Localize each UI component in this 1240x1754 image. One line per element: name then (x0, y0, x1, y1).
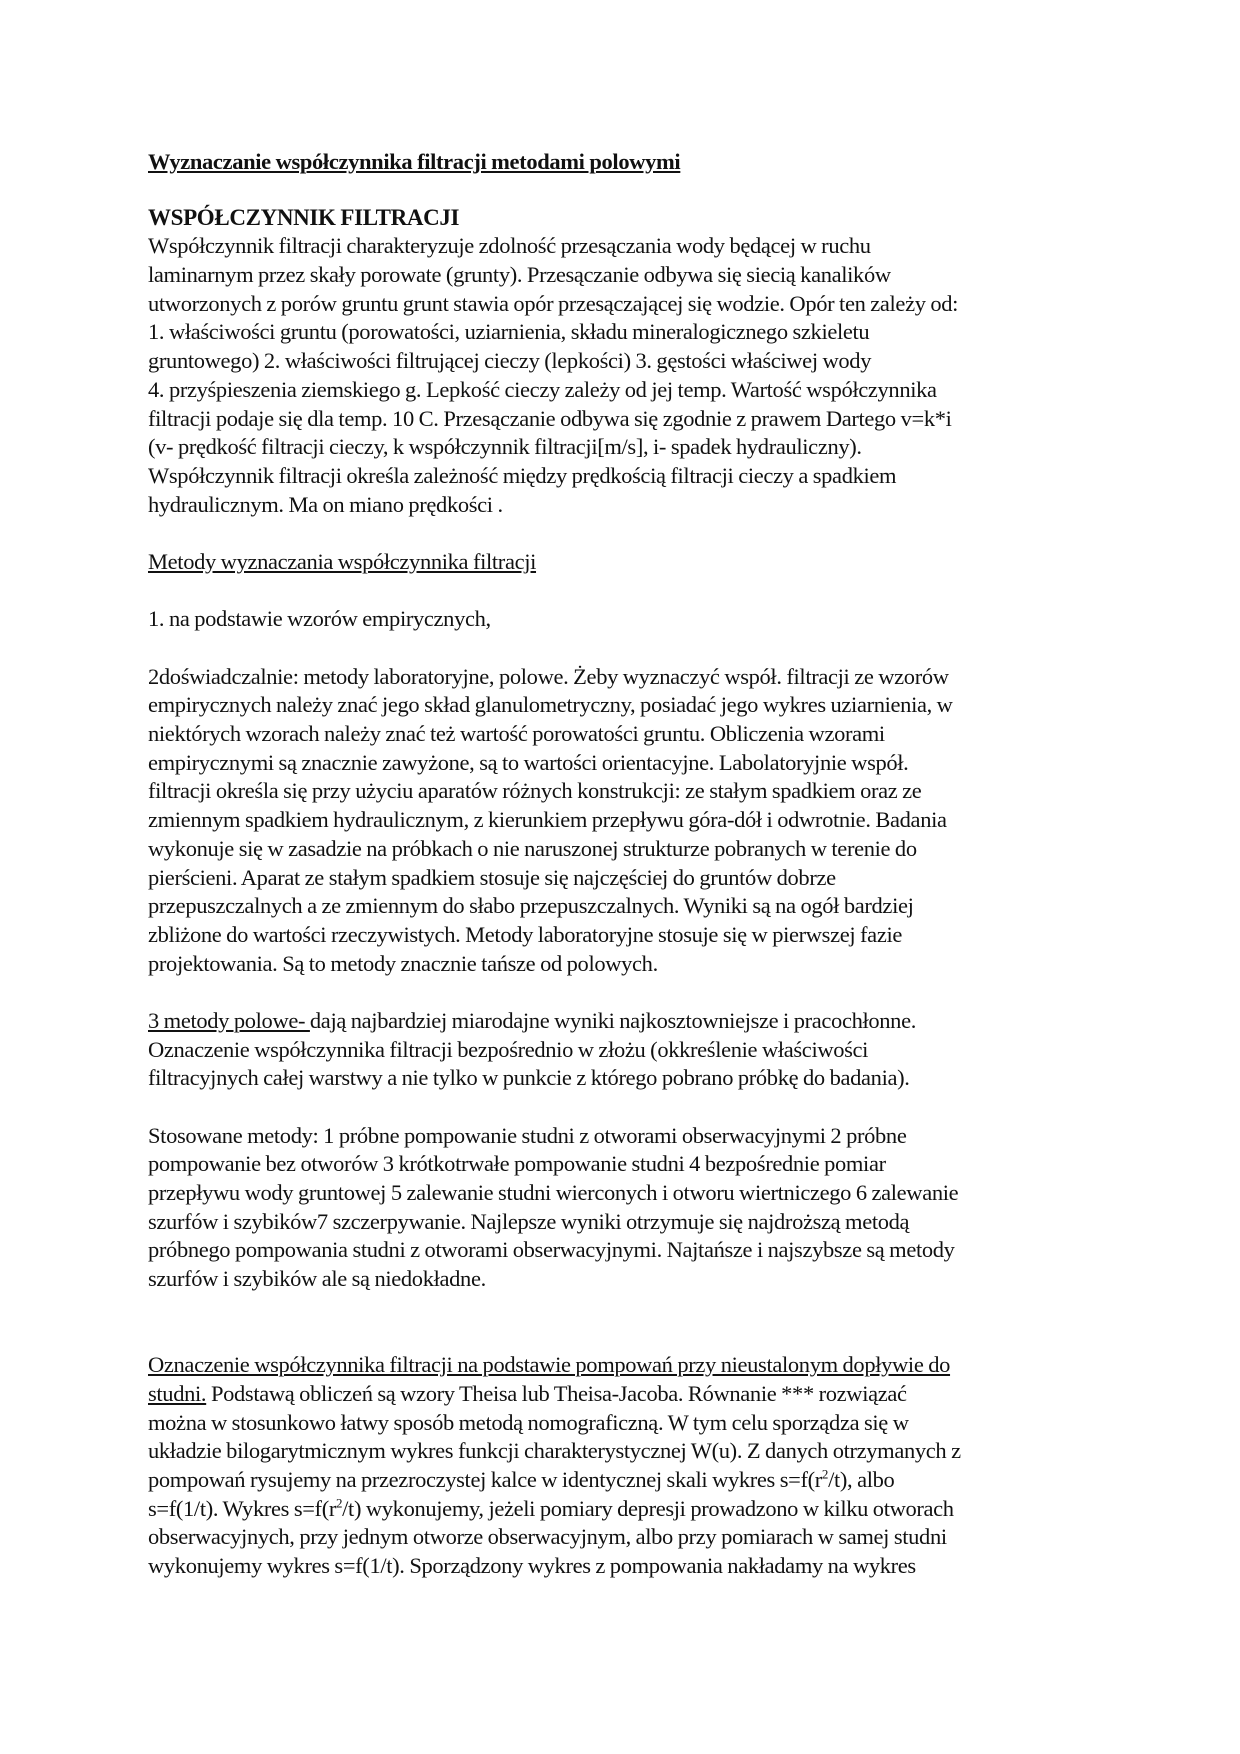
text-run: (v- prędkość filtracji cieczy, k współczynnik filtracji[m/s], i- spadek hydrauliczny). (148, 434, 862, 460)
text-line (148, 605, 1108, 634)
text-line (148, 777, 1108, 806)
text-line (148, 835, 1108, 864)
text-run: empirycznych należy znać jego skład glanulometryczny, posiadać jego wykres uziarnienia, w (148, 692, 953, 718)
text-line (148, 347, 1108, 376)
text-line (148, 1122, 1108, 1151)
text-line (148, 749, 1108, 778)
superscript: 2 (821, 1466, 829, 1482)
text-run: 2doświadczalnie: metody laboratoryjne, polowe. Żeby wyznaczyć współ. filtracji ze wzorów (148, 663, 949, 689)
text-line (148, 462, 1108, 491)
text-line (148, 691, 1108, 720)
text-line (148, 1265, 1108, 1294)
text-run: /t) wykonujemy, jeżeli pomiary depresji prowadzono w kilku otworach (342, 1495, 954, 1521)
text-line (148, 720, 1108, 749)
text-line (148, 1409, 1108, 1438)
text-run: dają najbardziej miarodajne wyniki najkosztowniejsze i pracochłonne. (309, 1007, 916, 1033)
text-line (148, 433, 1108, 462)
text-run: obserwacyjnych, przy jednym otworze obserwacyjnym, albo przy pomiarach w samej studni (148, 1524, 947, 1550)
text-line (148, 1495, 1108, 1524)
text-run: 1. na podstawie wzorów empirycznych, (148, 606, 491, 632)
text-line (148, 491, 1108, 520)
text-run: Współczynnik filtracji określa zależność między prędkością filtracji cieczy a spadkiem (148, 462, 897, 488)
text-line (148, 1437, 1108, 1466)
text-run: laminarnym przez skały porowate (grunty). Przesączanie odbywa się siecią kanalików (148, 262, 891, 288)
text-line (148, 1036, 1108, 1065)
method-1 (148, 605, 1108, 634)
text-run: pompowanie bez otworów 3 krótkotrwałe pompowanie studni 4 bezpośrednie pomiar (148, 1151, 886, 1177)
text-run: Podstawą obliczeń są wzory Theisa lub Theisa-Jacoba. Równanie *** rozwiązać (206, 1380, 907, 1406)
text-line (148, 1064, 1108, 1093)
text-run: projektowania. Są to metody znacznie tańsze od polowych. (148, 950, 658, 976)
text-run: pompowań rysujemy na przezroczystej kalce w identycznej skali wykres s=f(r (148, 1466, 822, 1492)
text-run: hydraulicznym. Ma on miano prędkości . (148, 491, 503, 517)
text-run: niektórych wzorach należy znać też wartość porowatości gruntu. Obliczenia wzorami (148, 721, 885, 747)
text-line (148, 950, 1108, 979)
method-3 (148, 1007, 1108, 1093)
text-run: zbliżone do wartości rzeczywistych. Metody laboratoryjne stosuje się w pierwszej fazie (148, 921, 902, 947)
text-run: Współczynnik filtracji charakteryzuje zdolność przesączania wody będącej w ruchu (148, 233, 871, 259)
text-line (148, 232, 1108, 261)
text-line (148, 864, 1108, 893)
text-line (148, 318, 1108, 347)
text-run: Wyznaczanie współczynnika filtracji metodami polowymi (148, 149, 681, 174)
text-line (148, 1523, 1108, 1552)
text-line (148, 806, 1108, 835)
text-run: Stosowane metody: 1 próbne pompowanie studni z otworami obserwacyjnymi 2 próbne (148, 1122, 907, 1148)
text-line (148, 1552, 1108, 1581)
text-line (148, 1466, 1108, 1495)
document-page (148, 148, 1108, 1581)
text-line (148, 1208, 1108, 1237)
text-run: szurfów i szybików7 szczerpywanie. Najlepsze wyniki otrzymuje się najdroższą metodą (148, 1208, 910, 1234)
text-run: wykonujemy wykres s=f(1/t). Sporządzony wykres z pompowania nakładamy na wykres (148, 1553, 916, 1579)
text-line (148, 1007, 1108, 1036)
text-run: przepływu wody gruntowej 5 zalewanie studni wierconych i otworu wiertniczego 6 zalewanie (148, 1180, 959, 1206)
text-line (148, 148, 1108, 177)
text-line (148, 261, 1108, 290)
text-run: pierścieni. Aparat ze stałym spadkiem stosuje się najczęściej do gruntów dobrze (148, 864, 836, 890)
text-run: wykonuje się w zasadzie na próbkach o nie naruszonej strukturze pobranych w terenie do (148, 835, 917, 861)
underlined-text: Metody wyznaczania współczynnika filtracji (148, 548, 537, 574)
text-run: gruntowego) 2. właściwości filtrującej cieczy (lepkości) 3. gęstości właściwej wody (148, 348, 872, 374)
text-line (148, 892, 1108, 921)
underlined-text: Oznaczenie współczynnika filtracji na podstawie pompowań przy nieustalonym dopływie do (148, 1352, 951, 1378)
methods-heading (148, 548, 1108, 577)
underlined-text: 3 metody polowe- (148, 1007, 310, 1033)
text-run: zmiennym spadkiem hydraulicznym, z kierunkiem przepływu góra-dół i odwrotnie. Badania (148, 807, 947, 833)
methods-used (148, 1122, 1108, 1294)
text-line (148, 204, 1108, 233)
text-run: przepuszczalnych a ze zmiennym do słabo przepuszczalnych. Wyniki są na ogół bardziej (148, 893, 914, 919)
text-run: utworzonych z porów gruntu grunt stawia opór przesączającej się wodzie. Opór ten zależy od: (148, 290, 959, 316)
text-run: filtracyjnych całej warstwy a nie tylko w punkcie z którego pobrano próbkę do badania). (148, 1065, 910, 1091)
method-2 (148, 663, 1108, 979)
underlined-text: studni. (148, 1380, 207, 1406)
text-run: filtracji określa się przy użyciu aparatów różnych konstrukcji: ze stałym spadkiem oraz ze (148, 778, 922, 804)
text-line (148, 376, 1108, 405)
text-line (148, 405, 1108, 434)
text-line (148, 290, 1108, 319)
text-line (148, 1150, 1108, 1179)
section-heading (148, 204, 1108, 233)
text-run: szurfów i szybików ale są niedokładne. (148, 1266, 486, 1292)
text-run: Oznaczenie współczynnika filtracji bezpośrednio w złożu (okkreślenie właściwości (148, 1036, 869, 1062)
text-line (148, 1380, 1108, 1409)
text-line (148, 1351, 1108, 1380)
text-line (148, 1179, 1108, 1208)
text-run: /t), albo (828, 1466, 895, 1492)
superscript: 2 (336, 1495, 343, 1511)
text-run: filtracji podaje się dla temp. 10 C. Przesączanie odbywa się zgodnie z prawem Dartego v=k*i (148, 405, 952, 431)
document-title (148, 148, 1108, 177)
text-line (148, 548, 1108, 577)
text-line (148, 921, 1108, 950)
text-run: empirycznymi są znacznie zawyżone, są to wartości orientacyjne. Labolatoryjnie współ. (148, 749, 909, 775)
unsteady-flow-section (148, 1351, 1108, 1581)
text-run: można w stosunkowo łatwy sposób metodą nomograficzną. W tym celu sporządza się w (148, 1409, 909, 1435)
text-run: s=f(1/t). Wykres s=f(r (148, 1495, 336, 1521)
text-run: WSPÓŁCZYNNIK FILTRACJI (148, 204, 460, 230)
text-run: 4. przyśpieszenia ziemskiego g. Lepkość cieczy zależy od jej temp. Wartość współczynnika (148, 376, 937, 402)
text-run: 1. właściwości gruntu (porowatości, uziarnienia, składu mineralogicznego szkieletu (148, 319, 870, 345)
paragraph-definition (148, 232, 1108, 519)
text-run: układzie bilogarytmicznym wykres funkcji charakterystycznej W(u). Z danych otrzymanych z (148, 1438, 961, 1464)
text-run: próbnego pompowania studni z otworami obserwacyjnymi. Najtańsze i najszybsze są metody (148, 1237, 955, 1263)
text-line (148, 1236, 1108, 1265)
text-line (148, 663, 1108, 692)
